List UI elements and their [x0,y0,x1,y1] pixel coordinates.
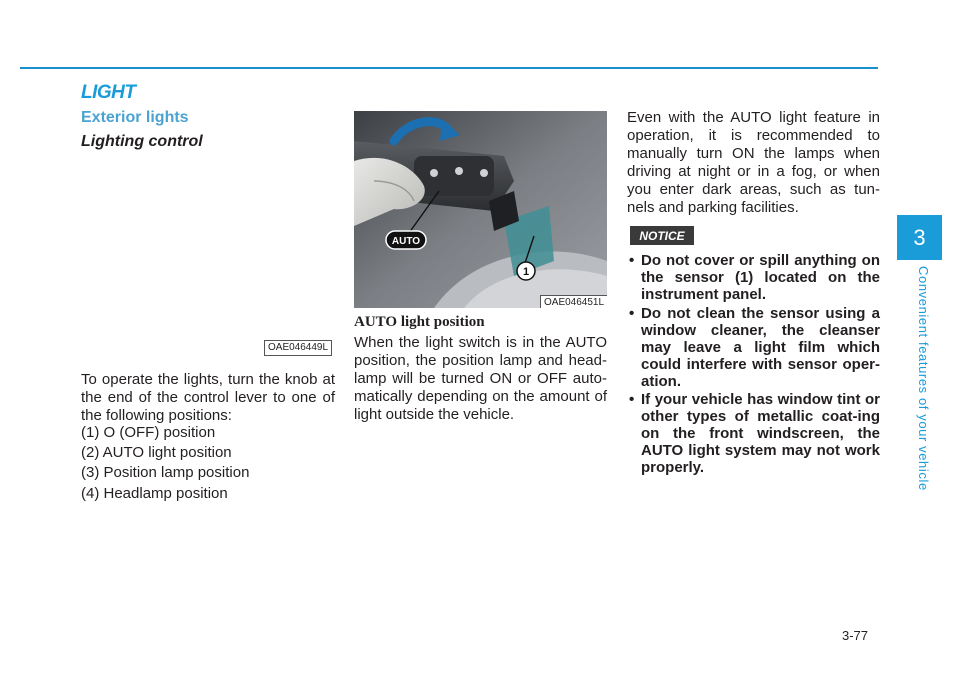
auto-light-photo [354,111,607,308]
chapter-title [905,266,931,496]
top-divider [20,67,878,69]
notice-text: Do not clean the sensor using a window cleaner, the cleanser may leave a light film which could interfere with sensor oper-ation. [641,305,880,390]
bullet-icon: • [629,252,635,269]
sensor-number-label: 1 [522,266,530,278]
chapter-title-text: Convenient features of your vehicle [916,266,931,491]
auto-light-heading: AUTO light position [354,314,485,330]
notice-item [627,391,880,476]
notice-badge: NOTICE [630,226,694,245]
notice-text: If your vehicle has window tint or other types of metallic coat-ing on the front windscreen, the AUTO light system may not work properly. [641,391,880,476]
light-switch-illustration [354,111,607,308]
bullet-icon: • [629,305,635,322]
section-title: LIGHT [81,82,136,103]
position-item-headlamp: (4) Headlamp position [81,485,228,502]
bullet-icon: • [629,391,635,408]
notice-item [627,305,880,390]
page-number: 3-77 [842,628,869,643]
lighting-intro-text: To operate the lights, turn the knob at the end of the control lever to one of the following positions: [81,371,335,424]
position-item-position-lamp: (3) Position lamp position [81,464,250,481]
lighting-control-heading: Lighting control [81,133,203,150]
auto-badge-label: AUTO [391,236,421,247]
auto-light-text: When the light switch is in the AUTO position, the position lamp and head-lamp will be turned ON or OFF auto-matically depending on the amount of light outside the vehicle. [354,334,607,423]
chapter-tab: 3 [897,215,942,260]
notice-item [627,252,880,303]
position-item-auto: (2) AUTO light position [81,444,232,461]
position-item-off: (1) O (OFF) position [81,424,216,441]
exterior-lights-heading: Exterior lights [81,109,189,126]
image-code-left: OAE046449L [264,340,332,356]
notice-text: Do not cover or spill anything on the sensor (1) located on the instrument panel. [641,252,880,303]
recommendation-text: Even with the AUTO light feature in operation, it is recommended to manually turn ON the lamps when driving at night or in a fog, or when you enter dark areas, such as tun-nels and parking facilities. [627,109,880,216]
image-code-middle: OAE046451L [540,295,607,308]
